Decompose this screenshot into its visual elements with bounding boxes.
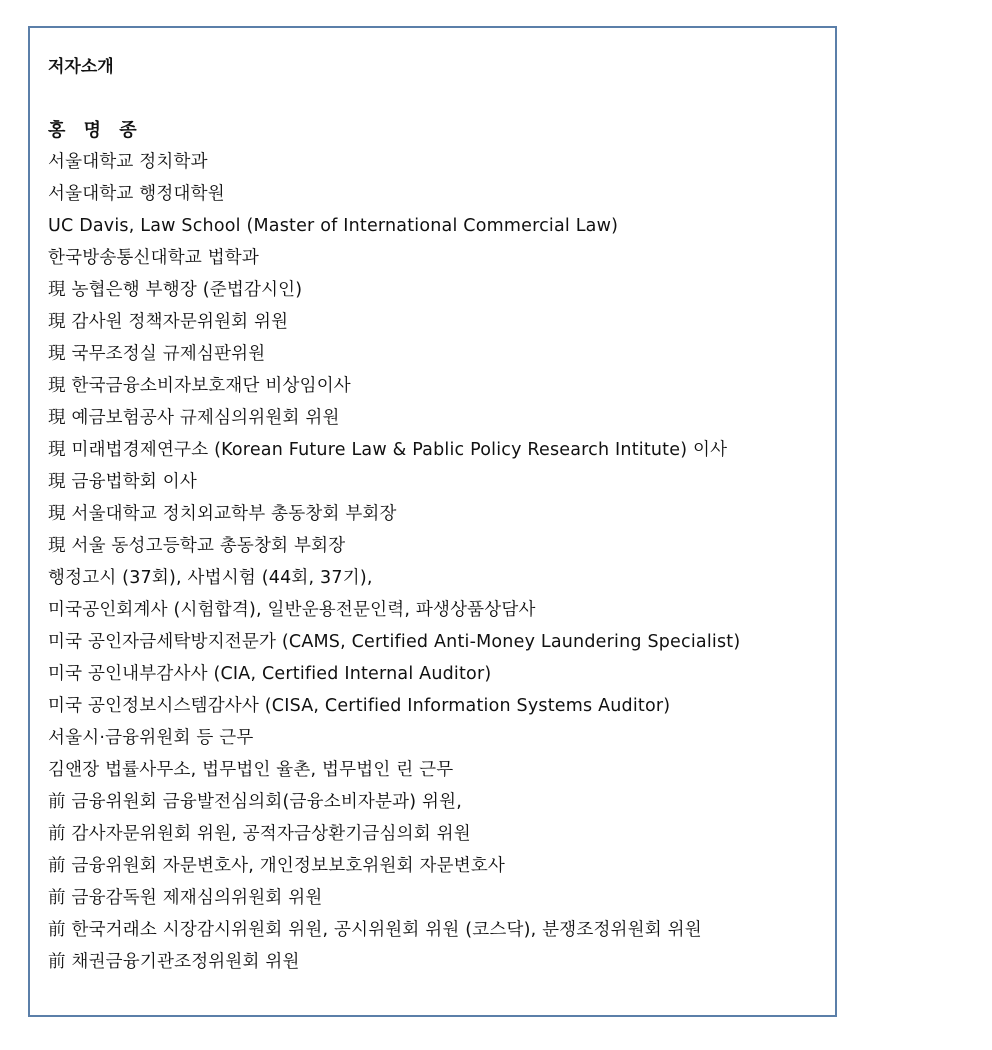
bio-line: 前 한국거래소 시장감시위원회 위원, 공시위원회 위원 (코스닥), 분쟁조정위원회 위원 — [48, 920, 702, 940]
bio-line: 前 채권금융기관조정위원회 위원 — [48, 952, 300, 972]
bio-line: 서울대학교 정치학과 — [48, 152, 208, 172]
bio-line: 現 농협은행 부행장 (준법감시인) — [48, 280, 303, 300]
bio-line: 서울시·금융위원회 등 근무 — [48, 728, 254, 748]
bio-line: 前 금융위원회 금융발전심의회(금융소비자분과) 위원, — [48, 792, 463, 812]
bio-line: 前 감사자문위원회 위원, 공적자금상환기금심의회 위원 — [48, 824, 471, 844]
bio-line: 現 서울 동성고등학교 총동창회 부회장 — [48, 536, 346, 556]
bio-line: UC Davis, Law School (Master of International Commercial Law) — [48, 216, 619, 236]
bio-line: 現 서울대학교 정치외교학부 총동창회 부회장 — [48, 504, 397, 524]
bio-line: 미국공인회계사 (시험합격), 일반운용전문인력, 파생상품상담사 — [48, 600, 536, 620]
bio-line: 前 금융위원회 자문변호사, 개인정보보호위원회 자문변호사 — [48, 856, 506, 876]
bio-line: 現 미래법경제연구소 (Korean Future Law & Pablic Policy Research Intitute) 이사 — [48, 440, 728, 460]
bio-line: 現 예금보험공사 규제심의위원회 위원 — [48, 408, 340, 428]
bio-line: 前 금융감독원 제재심의위원회 위원 — [48, 888, 323, 908]
bio-list — [48, 146, 740, 978]
bio-line: 김앤장 법률사무소, 법무법인 율촌, 법무법인 린 근무 — [48, 760, 454, 780]
bio-line: 미국 공인자금세탁방지전문가 (CAMS, Certified Anti-Money Laundering Specialist) — [48, 632, 741, 652]
bio-line: 한국방송통신대학교 법학과 — [48, 248, 260, 268]
author-name: 홍 명 종 — [48, 120, 143, 141]
bio-line: 미국 공인내부감사사 (CIA, Certified Internal Auditor) — [48, 664, 492, 684]
section-heading: 저자소개 — [48, 57, 114, 77]
bio-line: 現 국무조정실 규제심판위원 — [48, 344, 266, 364]
bio-line: 행정고시 (37회), 사법시험 (44회, 37기), — [48, 568, 373, 588]
bio-line: 現 감사원 정책자문위원회 위원 — [48, 312, 289, 332]
author-intro-box — [28, 26, 837, 1017]
bio-line: 現 금융법학회 이사 — [48, 472, 197, 492]
bio-line: 미국 공인정보시스템감사사 (CISA, Certified Information Systems Auditor) — [48, 696, 671, 716]
bio-line: 서울대학교 행정대학원 — [48, 184, 225, 204]
bio-line: 現 한국금융소비자보호재단 비상임이사 — [48, 376, 351, 396]
